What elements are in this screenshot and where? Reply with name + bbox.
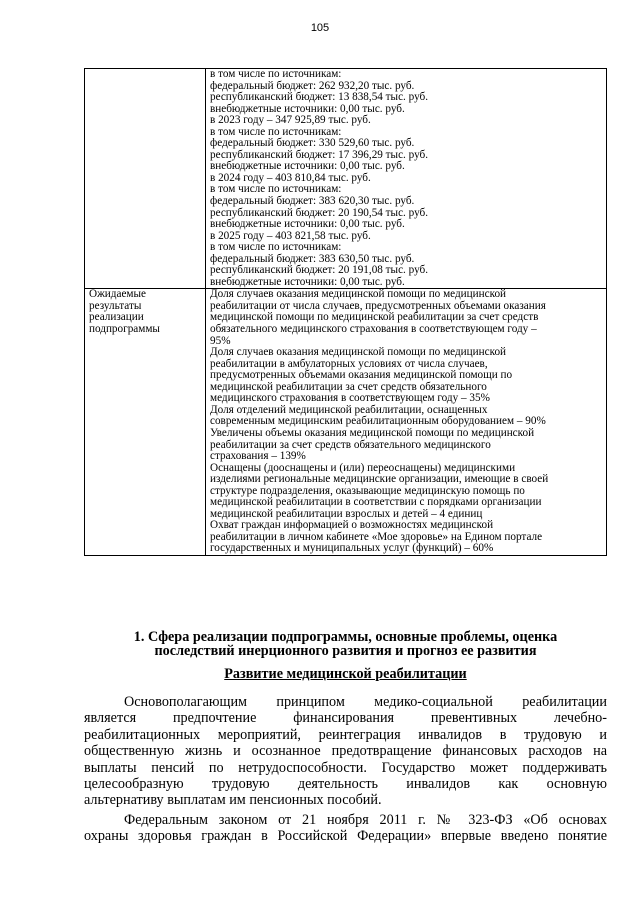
- expected-results-cell: [206, 289, 607, 556]
- funding-line: республиканский бюджет: 20 190,54 тыс. руб.: [210, 206, 429, 219]
- funding-line: в 2023 году – 347 925,89 тыс. руб.: [210, 114, 371, 127]
- result-line: изделиями региональные медицинские организации, имеющие в своей: [210, 473, 549, 486]
- result-line: Охват граждан информацией о возможностях медицинской: [210, 519, 494, 532]
- result-line: государственных и муниципальных услуг (функций) – 60%: [210, 542, 494, 555]
- row-label-line: результаты: [89, 299, 142, 312]
- section-heading: [84, 630, 607, 658]
- funding-line: федеральный бюджет: 383 630,50 тыс. руб.: [210, 252, 415, 265]
- result-line: медицинской реабилитации взрослых и детей – 4 единиц: [210, 507, 483, 520]
- section-heading-line: 1. Сфера реализации подпрограммы, основные проблемы, оценка: [133, 629, 558, 645]
- result-line: реабилитации в личном кабинете «Мое здоровье» на Едином портале: [210, 530, 543, 543]
- funding-line: республиканский бюджет: 20 191,08 тыс. руб.: [210, 264, 429, 277]
- result-line: медицинского страхования в соответствующем году – 35%: [210, 392, 490, 405]
- paragraph-line: реабилитационных мероприятий, реинтеграция инвалидов в трудовую и: [84, 726, 607, 743]
- result-line: реабилитации от числа случаев, предусмотренных объемами оказания: [210, 299, 546, 312]
- funding-line: внебюджетные источники: 0,00 тыс. руб.: [210, 102, 405, 115]
- funding-line: внебюджетные источники: 0,00 тыс. руб.: [210, 218, 405, 231]
- row-label-line: Ожидаемые: [89, 288, 146, 301]
- funding-line: внебюджетные источники: 0,00 тыс. руб.: [210, 160, 405, 173]
- funding-line: в том числе по источникам:: [210, 241, 342, 254]
- funding-line: в том числе по источникам:: [210, 68, 342, 80]
- paragraph-line: охраны здоровья граждан в Российской Федерации» впервые введено понятие: [84, 828, 607, 845]
- result-line: страхования – 139%: [210, 450, 306, 463]
- paragraph-line: альтернативу выплатам им пенсионных пособий.: [84, 792, 382, 809]
- row-label-line: подпрограммы: [89, 323, 160, 336]
- row-label-cell: [85, 69, 206, 289]
- funding-line: федеральный бюджет: 330 529,60 тыс. руб.: [210, 137, 415, 150]
- subprogram-passport-table: [84, 68, 607, 556]
- result-line: медицинской реабилитации за счет средств обязательного: [210, 380, 487, 393]
- result-line: Доля отделений медицинской реабилитации, оснащенных: [210, 403, 488, 416]
- page-number: 105: [310, 22, 330, 34]
- paragraph-line: целесообразную трудовую деятельность инвалидов как основную: [84, 776, 607, 793]
- result-line: Доля случаев оказания медицинской помощи по медицинской: [210, 346, 507, 359]
- paragraph-line: выплаты пенсий по нетрудоспособности. Государство может поддерживать: [84, 759, 607, 776]
- funding-line: в том числе по источникам:: [210, 183, 342, 196]
- paragraph-line: Федеральным законом от 21 ноября 2011 г. № 323-ФЗ «Об основах: [124, 811, 607, 828]
- funding-line: республиканский бюджет: 17 396,29 тыс. руб.: [210, 148, 429, 161]
- funding-line: в 2025 году – 403 821,58 тыс. руб.: [210, 229, 371, 242]
- funding-line: республиканский бюджет: 13 838,54 тыс. руб.: [210, 91, 429, 104]
- funding-line: внебюджетные источники: 0,00 тыс. руб.: [210, 275, 405, 288]
- paragraph-1: [84, 694, 607, 809]
- result-line: 95%: [210, 334, 231, 347]
- section-subheading: Развитие медицинской реабилитации: [224, 666, 467, 682]
- result-line: обязательного медицинского страхования в соответствующем году –: [210, 323, 537, 336]
- result-line: предусмотренных объемами оказания медицинской помощи по: [210, 369, 513, 382]
- result-line: Оснащены (дооснащены и (или) переоснащены) медицинскими: [210, 461, 516, 474]
- result-line: структуре подразделения, оказывающие медицинскую помощь по: [210, 484, 525, 497]
- table-row-funding: [85, 69, 607, 289]
- funding-cell: [206, 69, 607, 289]
- funding-line: в том числе по источникам:: [210, 125, 342, 138]
- funding-line: федеральный бюджет: 383 620,30 тыс. руб.: [210, 195, 415, 208]
- expected-results-label-cell: [85, 289, 206, 556]
- result-line: медицинской реабилитации в соответствии с порядками организации: [210, 496, 542, 509]
- funding-line: в 2024 году – 403 810,84 тыс. руб.: [210, 171, 371, 184]
- result-line: реабилитации за счет средств обязательного медицинского: [210, 438, 491, 451]
- paragraph-line: общественную жизнь и осознанное предотвращение финансовых расходов на: [84, 743, 607, 760]
- table-row-expected-results: [85, 289, 607, 556]
- result-line: Доля случаев оказания медицинской помощи по медицинской: [210, 288, 507, 301]
- paragraph-2: [84, 812, 607, 845]
- paragraph-line: является предпочтение финансирования превентивных лечебно-: [84, 710, 607, 727]
- result-line: реабилитации в амбулаторных условиях от числа случаев,: [210, 357, 488, 370]
- funding-line: федеральный бюджет: 262 932,20 тыс. руб.: [210, 79, 415, 92]
- paragraph-line: Основополагающим принципом медико-социальной реабилитации: [124, 694, 607, 710]
- result-line: медицинской помощи по медицинской реабилитации за счет средств: [210, 311, 539, 324]
- result-line: Увеличены объемы оказания медицинской помощи по медицинской: [210, 426, 535, 439]
- section-1: [84, 630, 607, 845]
- result-line: современным медицинским реабилитационным оборудованием – 90%: [210, 415, 546, 428]
- row-label-line: реализации: [89, 311, 144, 324]
- section-heading-line: последствий инерционного развития и прогноз ее развития: [154, 643, 537, 659]
